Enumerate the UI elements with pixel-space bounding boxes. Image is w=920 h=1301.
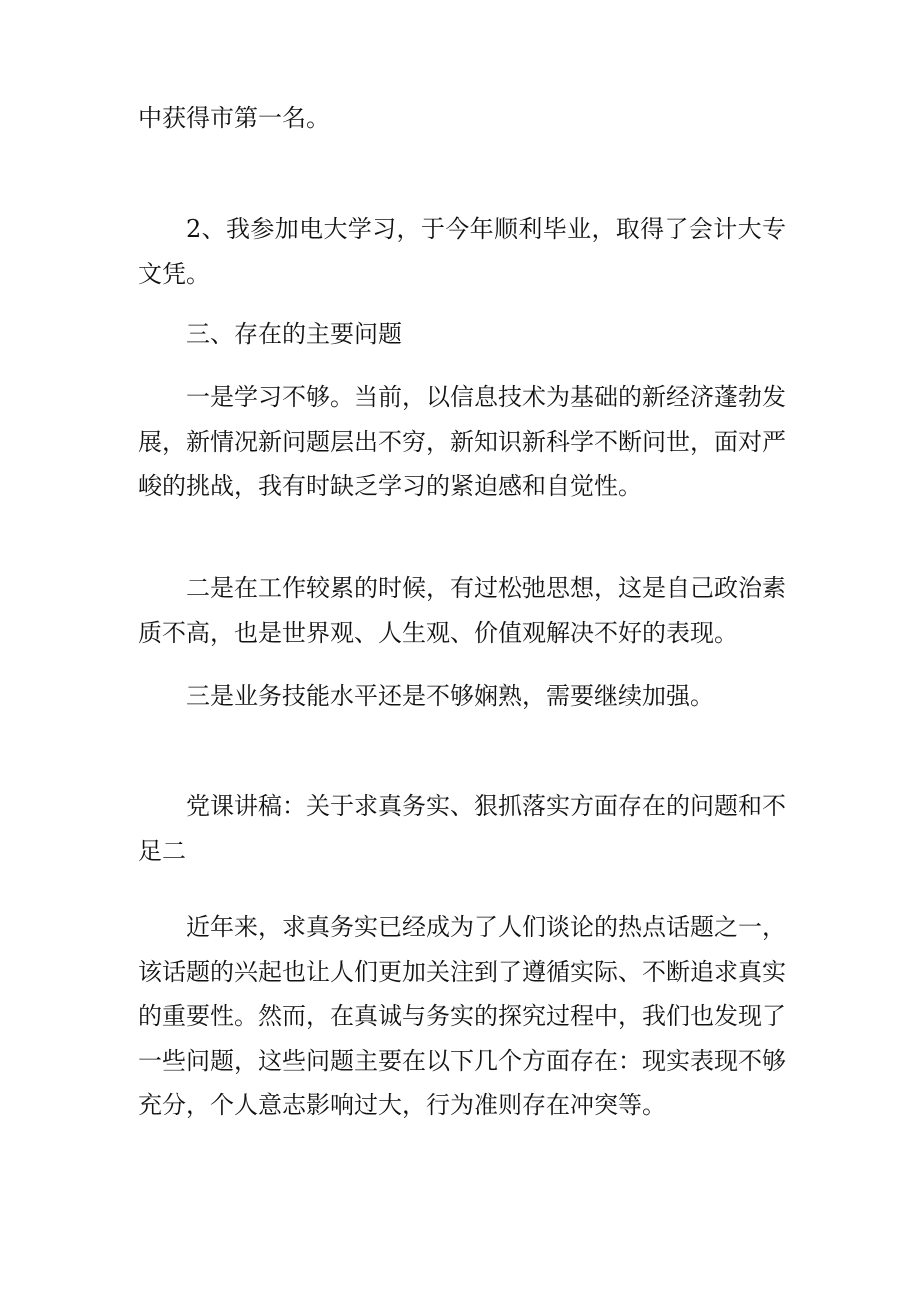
paragraph-continuation: 中获得市第一名。 (138, 104, 330, 132)
lecture-title: 党课讲稿：关于求真务实、狠抓落实方面存在的问题和不足二 (138, 792, 786, 865)
paragraph-achievement-2: 2、我参加电大学习，于今年顺利毕业，取得了会计大专文凭。 (138, 215, 786, 288)
paragraph-problem-3: 三是业务技能水平还是不够娴熟，需要继续加强。 (186, 682, 714, 710)
paragraph-problem-1: 一是学习不够。当前，以信息技术为基础的新经济蓬勃发展，新情况新问题层出不穷，新知识新科学不断问世，面对严峻的挑战，我有时缺乏学习的紧迫感和自觉性。 (138, 383, 786, 500)
paragraph-problem-2: 二是在工作较累的时候，有过松弛思想，这是自己政治素质不高，也是世界观、人生观、价值观解决不好的表现。 (138, 574, 786, 647)
section-heading-problems: 三、存在的主要问题 (186, 320, 402, 348)
paragraph-intro: 近年来，求真务实已经成为了人们谈论的热点话题之一，该话题的兴起也让人们更加关注到了遵循实际、不断追求真实的重要性。然而，在真诚与务实的探究过程中，我们也发现了一些问题，这些问题主要在以下几个方面存在：现实表现不够充分，个人意志影响过大，行为准则存在冲突等。 (138, 913, 786, 1119)
